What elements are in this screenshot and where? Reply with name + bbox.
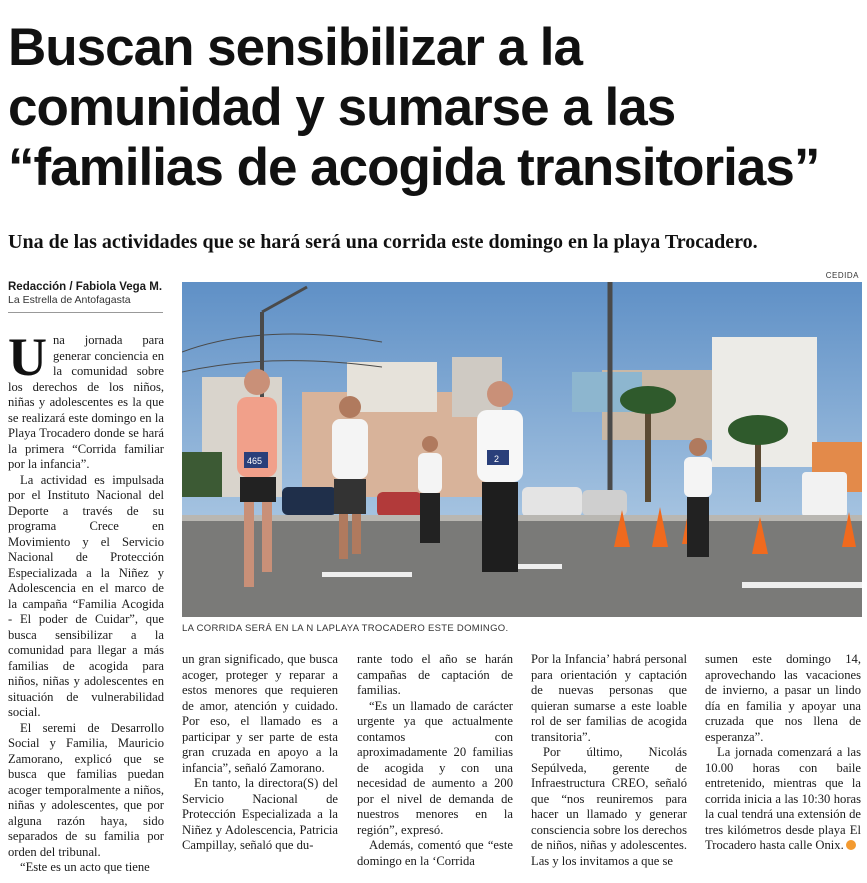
byline (8, 280, 178, 307)
article-column-5 (705, 652, 861, 854)
paragraph: “Es un llamado de carácter urgente ya que actualmente contamos con aproximadamente 20 familias de acogida y con una necesidad de aumento a 200 por el nivel de demanda de nuestros menores en la región”, expresó. (357, 698, 513, 837)
paragraph: Por último, Nicolás Sepúlveda, gerente de Infraestructura CREO, señaló que “nos reuniremos para hacer un llamado y generar consciencia sobre los derechos de niños, niñas y adolescentes. Las y los invitamos a que se (531, 745, 687, 868)
closing-paragraph-text: La jornada comenzará a las 10.00 horas con baile entretenido, mientras que la corrida inicia a las 10:30 horas la cual tendrá una extensión de tres kilómetros desde playa El Trocadero hasta calle Onix. (705, 745, 861, 852)
headline-line-3: “familias de acogida transitorias” (8, 138, 820, 197)
photo-caption: LA CORRIDA SERÁ EN LA N LAPLAYA TROCADERO ESTE DOMINGO. (182, 623, 509, 634)
paragraph: Por la Infancia’ habrá personal para orientación y captación de nuevas personas que quieran sumarse a este loable rol de ser familias de acogida transitoria”. (531, 652, 687, 744)
paragraph: El seremi de Desarrollo Social y Familia, Mauricio Zamorano, explicó que se busca que familias puedan acoger temporalmente a niños, niñas y adolescentes, que por alguna razón haya, sido separados de su familia por orden del tribunal. (8, 720, 164, 859)
bib-number-2: 2 (494, 454, 500, 464)
paragraph: Además, comentó que “este domingo en la ‘Corrida (357, 838, 513, 868)
closing-paragraph (705, 745, 861, 854)
article-column-2 (182, 652, 338, 854)
bib-number-465: 465 (247, 456, 263, 466)
end-mark-icon (846, 840, 856, 850)
byline-divider (8, 312, 163, 313)
subheadline: Una de las actividades que se hará será una corrida este domingo en la playa Trocadero. (8, 231, 758, 253)
headline (8, 18, 863, 198)
lead-paragraph-text: na jornada para generar conciencia en la comunidad sobre los derechos de los niños, niñas y adolescentes es la que se realizará este domingo en la Playa Trocadero donde se hará la primera “Corrida familiar por la infancia”. (8, 333, 164, 471)
headline-line-2: comunidad y sumarse a las (8, 78, 676, 137)
race-photo (182, 282, 862, 617)
paragraph: un gran significado, que busca acoger, proteger y reparar a estos menores que requieren de amor, atención y cuidado. Por eso, el llamado es a participar y ser parte de esta gran cruzada en apoyo a la infancia”, señaló Zamorano. (182, 652, 338, 775)
lead-paragraph (8, 327, 164, 473)
paragraph: “Este es un acto que tiene (20, 860, 150, 874)
paragraph: rante todo el año se harán campañas de captación de familias. (357, 652, 513, 697)
article-column-4 (531, 652, 687, 869)
article-column-1 (8, 327, 164, 876)
photo-credit: CEDIDA (825, 271, 859, 280)
headline-line-1: Buscan sensibilizar a la (8, 18, 582, 77)
paragraph: En tanto, la directora(S) del Servicio Nacional de Protección Especializada a la Niñez y Adolescencia, Patricia Campillay, señaló que du- (182, 776, 338, 852)
paragraph: La actividad es impulsada por el Instituto Nacional del Deporte a través de su programa Crece en Movimiento y el Servicio Nacional de Protección Especializada a la Niñez y Adolescencia en el marco de la campaña “Familia Acogida - El poder de Cuidar”, que busca sensibilizar a la comunidad para llegar a más familias de acogida para niños, niñas y adolescentes en situación de vulnerabilidad social. (8, 472, 164, 719)
byline-publication: La Estrella de Antofagasta (8, 294, 131, 306)
byline-author: Redacción / Fabiola Vega M. (8, 281, 163, 293)
article-column-3 (357, 652, 513, 869)
paragraph: sumen este domingo 14, aprovechando las vacaciones de invierno, a pasar un lindo día en familia y apoyar una cruzada que nos llena de esperanza”. (705, 652, 861, 744)
drop-cap: U (8, 327, 47, 387)
